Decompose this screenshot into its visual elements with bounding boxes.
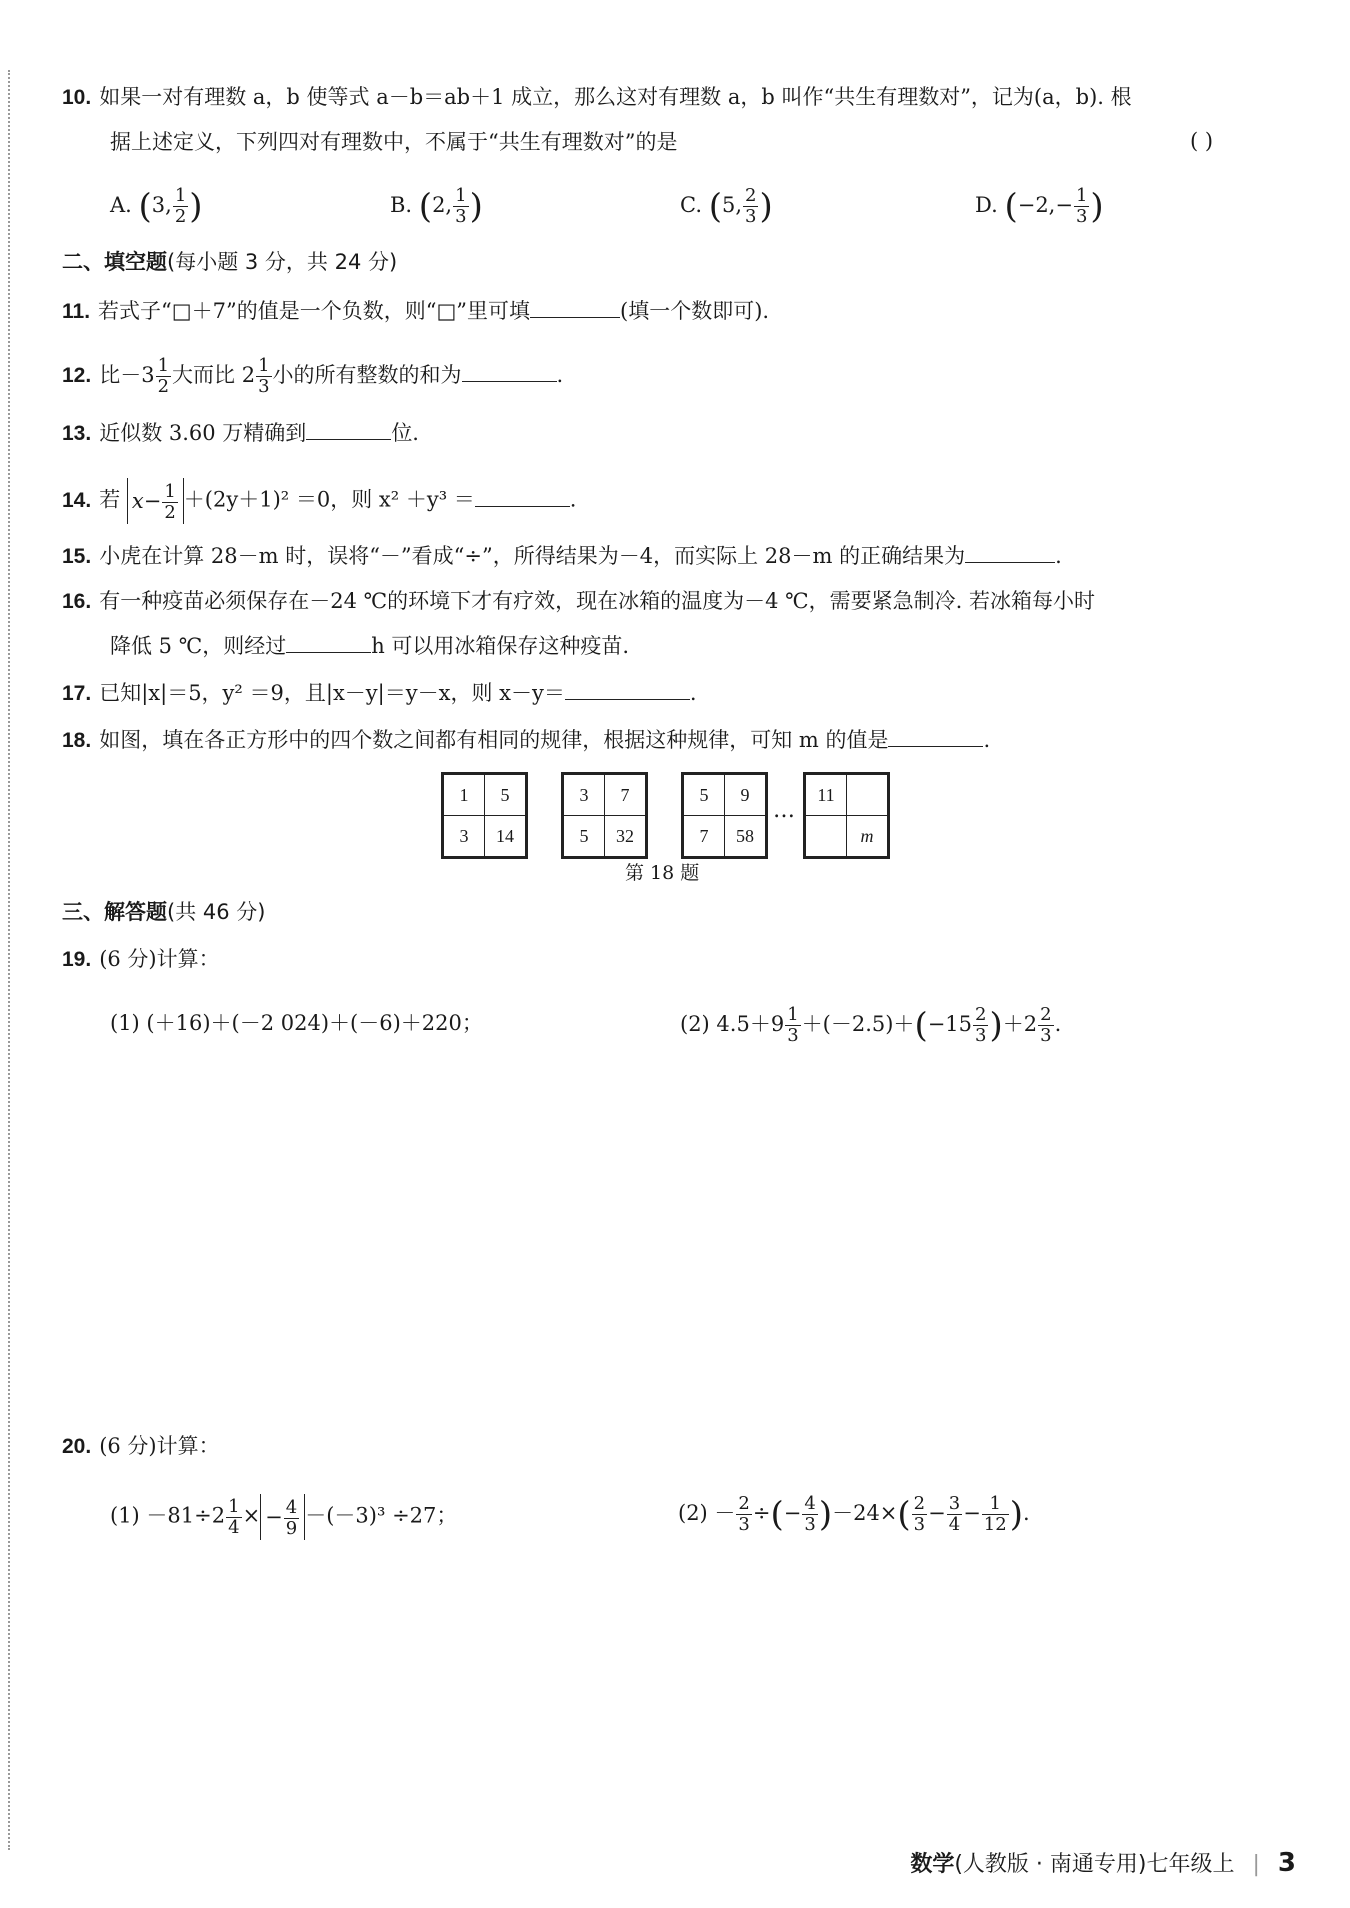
footer-separator: |: [1252, 1852, 1260, 1877]
grid-1: 1 5 3 14: [441, 772, 528, 859]
q14-blank[interactable]: [475, 506, 570, 507]
footer-title: 数学: [910, 1852, 955, 1877]
q18: 18. 如图，填在各正方形中的四个数之间都有相同的规律，根据这种规律，可知 m 的值是 .: [62, 728, 991, 752]
q10-option-b[interactable]: B. (2, $\frac{1}{3}$ ): [390, 185, 483, 227]
q15-blank[interactable]: [965, 562, 1055, 563]
section-3-heading: 三、解答题(共 46 分): [62, 900, 266, 924]
q10-line2: 据上述定义，下列四对有理数中，不属于“共生有理数对”的是: [110, 130, 678, 154]
q18-figure: [441, 772, 1001, 862]
grid-4: 11 m: [803, 772, 890, 859]
page-number: 3: [1277, 1848, 1296, 1878]
q19-part2: (2) 4.5＋9 $\frac{1}{3}$ ＋(－2.5)＋(−15 $\frac{2}{3}$ )＋2 $\frac{2}{3}$ .: [680, 1004, 1062, 1046]
ellipsis: …: [773, 798, 795, 823]
q12-blank[interactable]: [462, 381, 557, 382]
q20-part1: (1) －81÷2 $\frac{1}{4}$ × − $\frac{4}{9}$ －(－3)³ ÷27；: [110, 1495, 458, 1539]
q14: 14. 若 x− $\frac{1}{2}$ ＋(2y＋1)² ＝0，则 x² ＋y³ ＝ .: [62, 478, 576, 524]
binding-margin-line: [8, 70, 10, 1850]
q10-option-c[interactable]: C. (5, $\frac{2}{3}$ ): [680, 185, 773, 227]
grid-2: 3 7 5 32: [561, 772, 648, 859]
q10-option-a[interactable]: A. (3, $\frac{1}{2}$ ): [110, 185, 203, 227]
q10-line1: 10. 如果一对有理数 a，b 使等式 a－b＝ab＋1 成立，那么这对有理数 a，b 叫作“共生有理数对”，记为(a，b). 根: [62, 85, 1132, 109]
q18-blank[interactable]: [888, 746, 983, 747]
q16-blank[interactable]: [286, 652, 371, 653]
q16-line1: 16. 有一种疫苗必须保存在－24 ℃的环境下才有疗效，现在冰箱的温度为－4 ℃，需要紧急制冷. 若冰箱每小时: [62, 589, 1095, 613]
q20-heading: 20. (6 分)计算：: [62, 1434, 220, 1458]
footer-subtitle: (人教版 · 南通专用)七年级上: [954, 1852, 1235, 1877]
q10-option-d[interactable]: D. (−2,− $\frac{1}{3}$ ): [975, 185, 1104, 227]
page-footer: [910, 1847, 1296, 1878]
q20-part2: (2) － $\frac{2}{3}$ ÷(− $\frac{4}{3}$ )－24×( $\frac{2}{3}$ − $\frac{3}{4}$ − $\frac{1}{12}$ ).: [678, 1493, 1030, 1535]
q17-blank[interactable]: [565, 699, 690, 700]
q11-blank[interactable]: [530, 317, 620, 318]
q13: 13. 近似数 3.60 万精确到 位.: [62, 421, 419, 445]
q13-blank[interactable]: [306, 439, 391, 440]
answer-paren: ( ): [1190, 129, 1214, 153]
q16-line2: 降低 5 ℃，则经过 h 可以用冰箱保存这种疫苗.: [110, 634, 630, 658]
q17: 17. 已知|x|＝5，y² ＝9，且|x－y|＝y－x，则 x－y＝ .: [62, 681, 697, 705]
q12: 12. 比－3 $\frac{1}{2}$ 大而比 2 $\frac{1}{3}$ 小的所有整数的和为 .: [62, 355, 564, 397]
q19-heading: 19. (6 分)计算：: [62, 947, 220, 971]
q15: 15. 小虎在计算 28－m 时，误将“－”看成“÷”，所得结果为－4，而实际上 28－m 的正确结果为 .: [62, 544, 1062, 568]
figure-caption: 第 18 题: [625, 862, 700, 884]
section-2-heading: 二、填空题(每小题 3 分，共 24 分): [62, 250, 398, 274]
grid-3: 5 9 7 58: [681, 772, 768, 859]
q19-part1: (1) (＋16)＋(－2 024)＋(－6)＋220；: [110, 1011, 483, 1035]
q11: 11. 若式子“□＋7”的值是一个负数，则“□”里可填 (填一个数即可).: [62, 299, 770, 323]
